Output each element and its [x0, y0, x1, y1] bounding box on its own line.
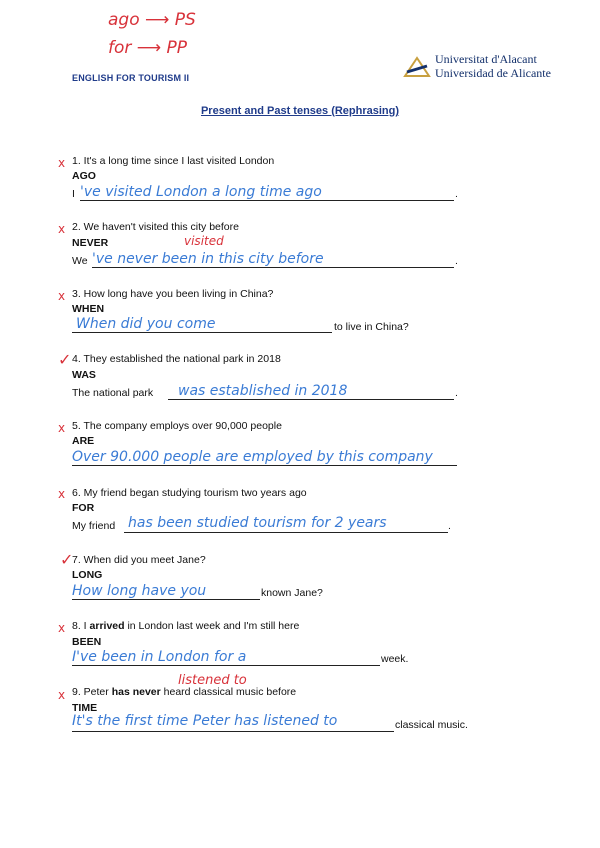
question: 1. It's a long time since I last visited London — [72, 155, 275, 167]
answer-line — [168, 399, 454, 400]
keyword: BEEN — [72, 636, 102, 648]
handwritten-note-ago: ago ⟶ PS — [108, 10, 196, 30]
wrong-mark: x — [58, 487, 66, 501]
question: 4. They established the national park in 2018 — [72, 353, 281, 365]
keyword: FOR — [72, 502, 95, 514]
answer-suffix: . — [455, 255, 458, 267]
university-logo — [403, 52, 563, 86]
correction: visited — [184, 234, 224, 248]
question: 6. My friend began studying tourism two years ago — [72, 487, 307, 499]
answer-suffix: to live in China? — [334, 321, 409, 333]
answer-text: It's the first time Peter has listened to — [72, 713, 338, 729]
correction: listened to — [178, 673, 247, 688]
answer-text: 've never been in this city before — [92, 251, 324, 267]
answer-prefix: The national park — [72, 387, 154, 399]
answer-prefix: I — [72, 188, 75, 200]
answer-line — [124, 532, 448, 533]
course-name: ENGLISH FOR TOURISM II — [72, 73, 190, 83]
university-emblem-icon — [403, 54, 431, 80]
question: 5. The company employs over 90,000 people — [72, 420, 282, 432]
answer-suffix: . — [455, 387, 458, 399]
question: 2. We haven't visited this city before — [72, 221, 239, 233]
university-name: Universitat d'Alacant Universidad de Alicante — [435, 52, 551, 80]
handwritten-note-for: for ⟶ PP — [108, 38, 188, 58]
page-title: Present and Past tenses (Rephrasing) — [200, 105, 400, 117]
answer-text: Over 90.000 people are employed by this company — [72, 449, 433, 465]
answer-text: has been studied tourism for 2 years — [128, 515, 387, 531]
answer-line — [72, 465, 457, 466]
answer-line — [72, 665, 380, 666]
wrong-mark: x — [58, 289, 66, 303]
answer-text: I've been in London for a — [72, 649, 247, 665]
answer-line — [92, 267, 454, 268]
answer-text: How long have you — [72, 583, 207, 599]
question: 3. How long have you been living in China? — [72, 288, 274, 300]
wrong-mark: x — [58, 621, 66, 635]
answer-suffix: . — [455, 188, 458, 200]
answer-text: When did you come — [76, 316, 216, 332]
answer-suffix: classical music. — [395, 719, 468, 731]
keyword: WHEN — [72, 303, 105, 315]
question: 9. Peter has never heard classical music before — [72, 686, 297, 698]
keyword: WAS — [72, 369, 96, 381]
answer-prefix: We — [72, 255, 88, 267]
answer-text: was established in 2018 — [178, 383, 348, 399]
wrong-mark: x — [58, 222, 66, 236]
keyword: ARE — [72, 435, 95, 447]
keyword: NEVER — [72, 237, 109, 249]
answer-line — [72, 599, 260, 600]
answer-line — [72, 332, 332, 333]
answer-line — [80, 200, 454, 201]
wrong-mark: x — [58, 688, 66, 702]
wrong-mark: x — [58, 156, 66, 170]
answer-text: 've visited London a long time ago — [80, 184, 322, 200]
answer-prefix: My friend — [72, 520, 116, 532]
question: 8. I arrived in London last week and I'm still here — [72, 620, 300, 632]
wrong-mark: x — [58, 421, 66, 435]
keyword: TIME — [72, 702, 98, 714]
correct-mark: ✓ — [58, 350, 72, 369]
keyword: AGO — [72, 170, 96, 182]
answer-line — [72, 731, 394, 732]
correct-mark: ✓ — [60, 550, 74, 569]
question: 7. When did you meet Jane? — [72, 554, 206, 566]
answer-suffix: week. — [381, 653, 409, 665]
keyword: LONG — [72, 569, 103, 581]
answer-suffix: known Jane? — [261, 587, 323, 599]
answer-suffix: . — [448, 520, 451, 532]
